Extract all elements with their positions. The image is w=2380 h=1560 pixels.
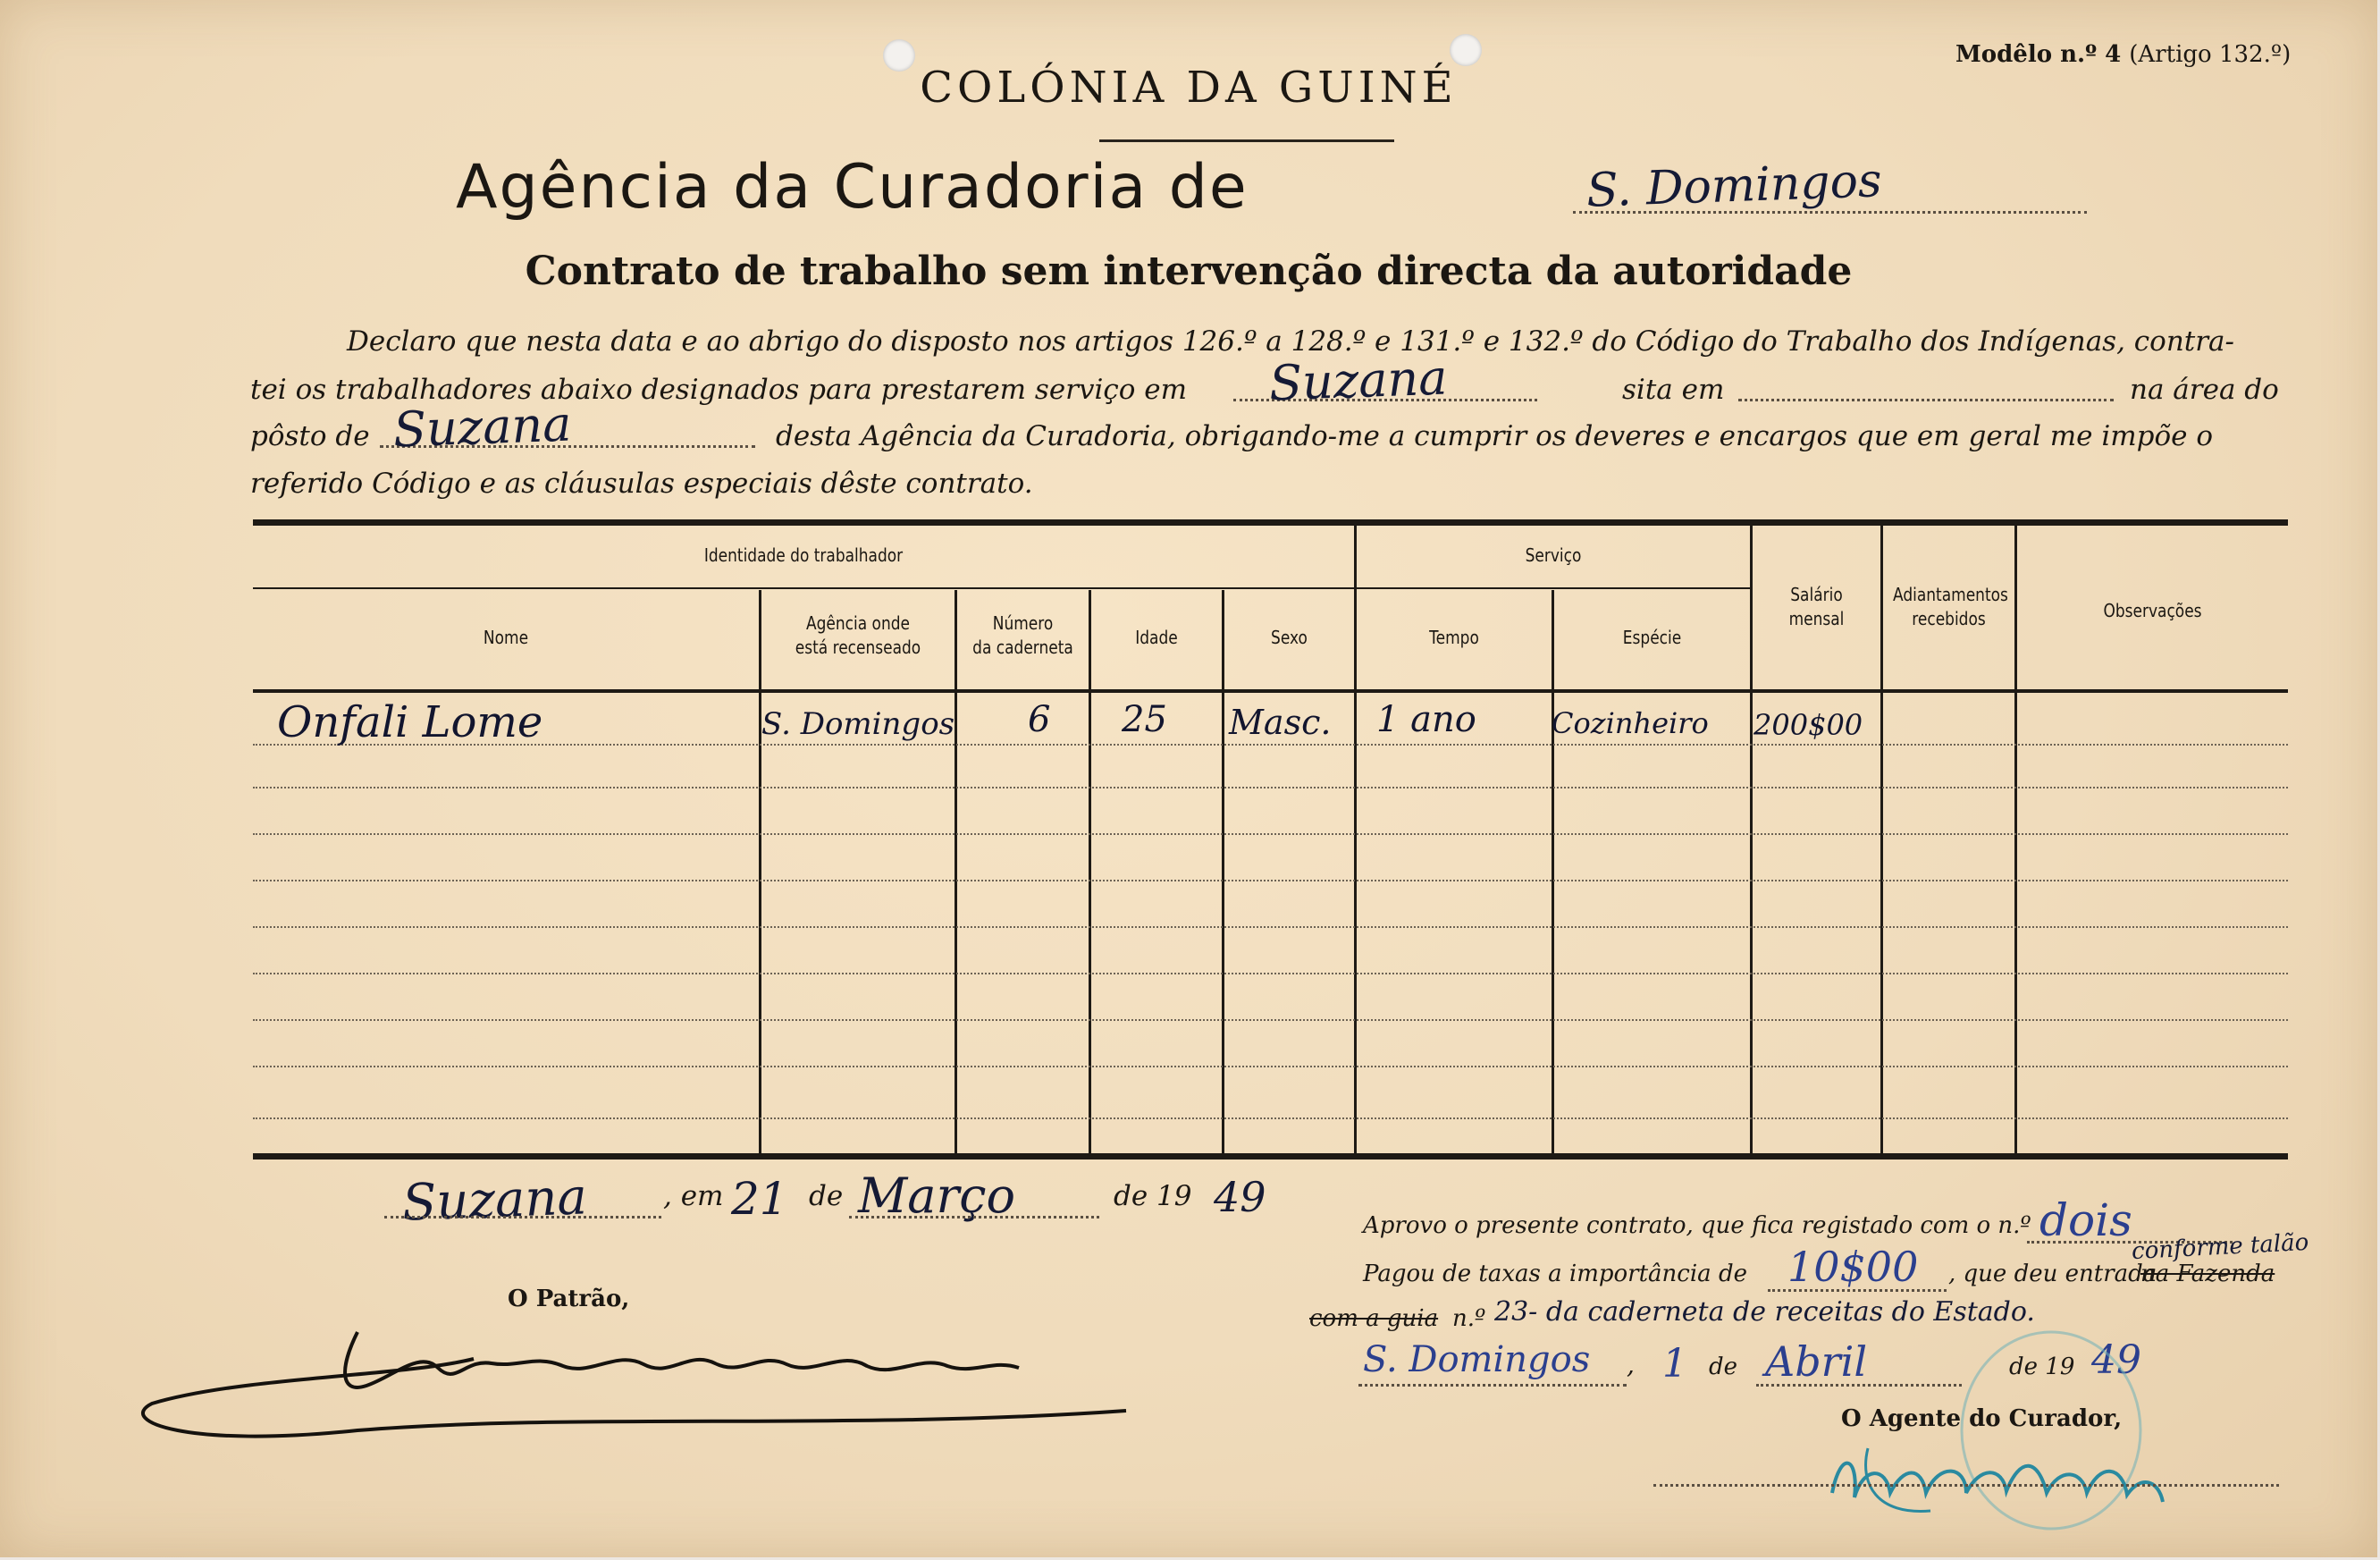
punch-hole-right [1450, 34, 1482, 66]
cell-nome: Onfali Lome [277, 697, 543, 747]
ruled-line [253, 973, 2288, 974]
patrao-label: O Patrão, [508, 1286, 630, 1312]
approve-number: dois [2039, 1194, 2132, 1246]
footer-place-dotted [384, 1216, 661, 1218]
declaration-line-2c: na área do [2130, 374, 2279, 406]
sign-de2: de 19 [2009, 1353, 2075, 1380]
group-header-identity: Identidade do trabalhador [703, 544, 904, 566]
footer-month-dotted [849, 1216, 1099, 1218]
sign-place-dotted [1358, 1384, 1627, 1387]
contract-title: Contrato de trabalho sem intervenção directa da autoridade [525, 249, 1853, 294]
col-rule-adiantamentos [1880, 526, 1883, 1153]
col-rule-agencia [759, 590, 761, 1153]
footer-de1: de [809, 1180, 844, 1212]
table-header-bottom-rule [253, 689, 2288, 693]
paid-text2: , que deu entrada [1948, 1261, 2157, 1287]
service-place-handwritten: Suzana [1267, 349, 1449, 412]
declaration-line-2b: sita em [1622, 374, 1725, 406]
footer-day: 21 [731, 1173, 788, 1225]
footer-year: 49 [1214, 1173, 1266, 1221]
guia-number-label: n.º [1452, 1305, 1486, 1332]
ruled-line [253, 833, 2288, 835]
cell-agencia: S. Domingos [761, 706, 955, 742]
cell-numero: 6 [1028, 699, 1051, 740]
col-header-nome: Nome [483, 627, 529, 648]
insert-conforme-talao: conforme talão [2131, 1228, 2310, 1266]
struck-fazenda: na Fazenda [2140, 1261, 2275, 1287]
agent-signature [1823, 1430, 2181, 1529]
cell-sexo: Masc. [1229, 703, 1332, 742]
col-header-adiantamentos: Adiantamentos recebidos [1893, 584, 2008, 629]
guia-number-handwritten: 23- da caderneta de receitas do Estado. [1494, 1296, 2035, 1328]
patrao-signature [134, 1314, 1135, 1457]
footer-place-handwritten: Suzana [400, 1168, 588, 1233]
ruled-line [253, 1117, 2288, 1119]
col-header-idade: Idade [1135, 627, 1178, 648]
declaration-line-2a: tei os trabalhadores abaixo designados para prestarem serviço em [250, 374, 1188, 406]
agent-label: O Agente do Curador, [1841, 1405, 2123, 1432]
colony-title: COLÓNIA DA GUINÉ [920, 63, 1458, 113]
cell-idade: 25 [1122, 699, 1167, 740]
sign-month-dotted [1756, 1384, 1962, 1387]
ruled-line [253, 1019, 2288, 1021]
approve-text: Aprovo o presente contrato, que fica registado com o n.º [1363, 1212, 2031, 1239]
situated-dotted [1738, 399, 2114, 401]
col-rule-especie [1552, 590, 1554, 1153]
ruled-line [253, 880, 2288, 881]
col-header-especie: Espécie [1622, 627, 1682, 648]
cell-especie: Cozinheiro [1552, 706, 1709, 740]
footer-month: Março [858, 1168, 1016, 1224]
table-bottom-rule [253, 1153, 2288, 1159]
col-rule-observacoes [2014, 526, 2017, 1153]
col-header-sexo: Sexo [1271, 627, 1308, 648]
ruled-line [253, 1066, 2288, 1067]
post-place-handwritten: Suzana [391, 395, 573, 459]
declaration-line-3a: pôsto de [250, 420, 370, 452]
col-header-salario: Salário mensal [1788, 584, 1845, 629]
sign-place: S. Domingos [1363, 1339, 1591, 1380]
struck-com-a-guia: com a guia [1309, 1305, 1439, 1332]
title-rule [1099, 139, 1394, 142]
ruled-line [253, 926, 2288, 928]
group-header-service: Serviço [1525, 544, 1582, 566]
col-rule-idade [1089, 590, 1091, 1153]
sign-day: 1 [1662, 1341, 1687, 1387]
sign-de: de [1709, 1353, 1738, 1380]
sign-month: Abril [1765, 1337, 1868, 1386]
agent-signature-dotted [1653, 1484, 2279, 1487]
declaration-line-4: referido Código e as cláusulas especiais dêste contrato. [250, 468, 1033, 500]
declaration-line-3b: desta Agência da Curadoria, obrigando-me a cumprir os deveres e encargos que em geral me impõe o [776, 420, 2214, 452]
model-number: Modêlo n.º 4 (Artigo 132.º) [1955, 41, 2292, 68]
ruled-line [253, 787, 2288, 788]
col-header-agencia: Agência onde está recenseado [795, 612, 921, 658]
paid-amount: 10$00 [1787, 1243, 1919, 1291]
agency-place-handwritten: S. Domingos [1585, 154, 1883, 218]
col-rule-sexo [1222, 590, 1224, 1153]
cell-salario: 200$00 [1753, 708, 1863, 742]
col-header-numero: Número da caderneta [972, 612, 1073, 658]
declaration-line-1: Declaro que nesta data e ao abrigo do disposto nos artigos 126.º a 128.º e 131.º e 132.º do Código do Trabalho dos Indígenas, contra- [347, 325, 2235, 358]
table-group-rule-identity [253, 587, 1354, 589]
col-header-tempo: Tempo [1429, 627, 1479, 648]
col-rule-servico [1354, 526, 1357, 1153]
agency-title [456, 152, 1249, 223]
paid-text: Pagou de taxas a importância de [1363, 1261, 1747, 1287]
cell-tempo: 1 ano [1376, 699, 1476, 740]
sign-year: 49 [2091, 1337, 2141, 1383]
footer-de2: de 19 [1114, 1180, 1192, 1212]
col-header-observacoes: Observações [2103, 600, 2202, 621]
col-rule-numero [955, 590, 957, 1153]
sign-sep: , [1627, 1350, 1635, 1379]
table-top-rule [253, 519, 2288, 526]
ruled-line [253, 744, 2288, 746]
footer-em: , em [663, 1180, 724, 1212]
agency-prefix: Agência da Curadoria de [456, 152, 1249, 223]
table-group-rule-service [1355, 587, 1750, 589]
col-rule-salario [1750, 526, 1753, 1153]
